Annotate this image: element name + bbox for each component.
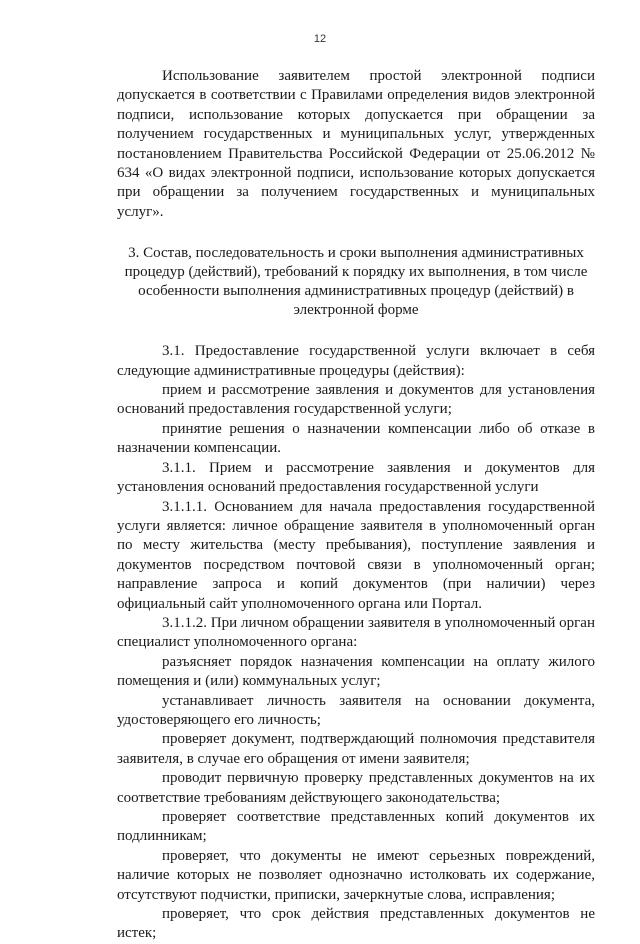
list-item-copies-check: проверяет соответствие представленных копий документов их подлинникам; [117,809,595,845]
list-item-damage-check: проверяет, что документы не имеют серьезных повреждений, наличие которых не позволяет однозначно истолковать их содержание, отсутствуют подчистки, приписки, зачеркнутые слова, исправления; [117,847,595,903]
list-item-explains: разъясняет порядок назначения компенсации на оплату жилого помещения и (или) коммунальных услуг; [117,653,595,690]
section-heading: 3. Состав, последовательность и сроки выполнения административных процедур (действий), требований к порядку их выполнения, в том числе особенности выполнения административных процедур (действий) в электронной форме [124,245,588,319]
paragraph-procedure-decision: принятие решения о назначении компенсации либо об отказе в назначении компенсации. [117,420,595,457]
list-item-authority: проверяет документ, подтверждающий полномочия представителя заявителя, в случае его обращения от имени заявителя; [117,731,595,767]
paragraph-procedure-intake: прием и рассмотрение заявления и документов для установления оснований предоставления государственной услуги; [117,382,595,418]
paragraph-3-1: 3.1. Предоставление государственной услуги включает в себя следующие административные процедуры (действия): [117,343,595,379]
paragraph-3-1-1-2: 3.1.1.2. При личном обращении заявителя в уполномоченный орган специалист уполномоченного органа: [117,614,595,651]
document-body [117,67,595,944]
page-number: 12 [313,33,327,45]
list-item-initial-check: проводит первичную проверку представленных документов на их соответствие требованиям действующего законодательства; [117,770,595,806]
paragraph-3-1-1: 3.1.1. Прием и рассмотрение заявления и документов для установления оснований предоставления государственной услуги [117,459,595,496]
list-item-validity-check: проверяет, что срок действия представленных документов не истек; [117,906,595,942]
paragraph-3-1-1-1: 3.1.1.1. Основанием для начала предоставления государственной услуги является: личное обращение заявителя в уполномоченный орган по месту жительства (месту пребывания), поступление заявления и документов посредством почтовой связи в уполномоченный орган; направление запроса и копий документов (при наличии) через официальный сайт уполномоченного органа или Портал. [117,498,595,612]
intro-paragraph: Использование заявителем простой электронной подписи допускается в соответствии с Правилами определения видов электронной подписи, использование которых допускается при обращении за получением государственных и муниципальных услуг, утвержденных постановлением Правительства Российской Федерации от 25.06.2012 № 634 «О видах электронной подписи, использование которых допускается при обращении за получением государственных и муниципальных услуг». [117,68,595,220]
list-item-identity: устанавливает личность заявителя на основании документа, удостоверяющего его личность; [117,692,595,728]
